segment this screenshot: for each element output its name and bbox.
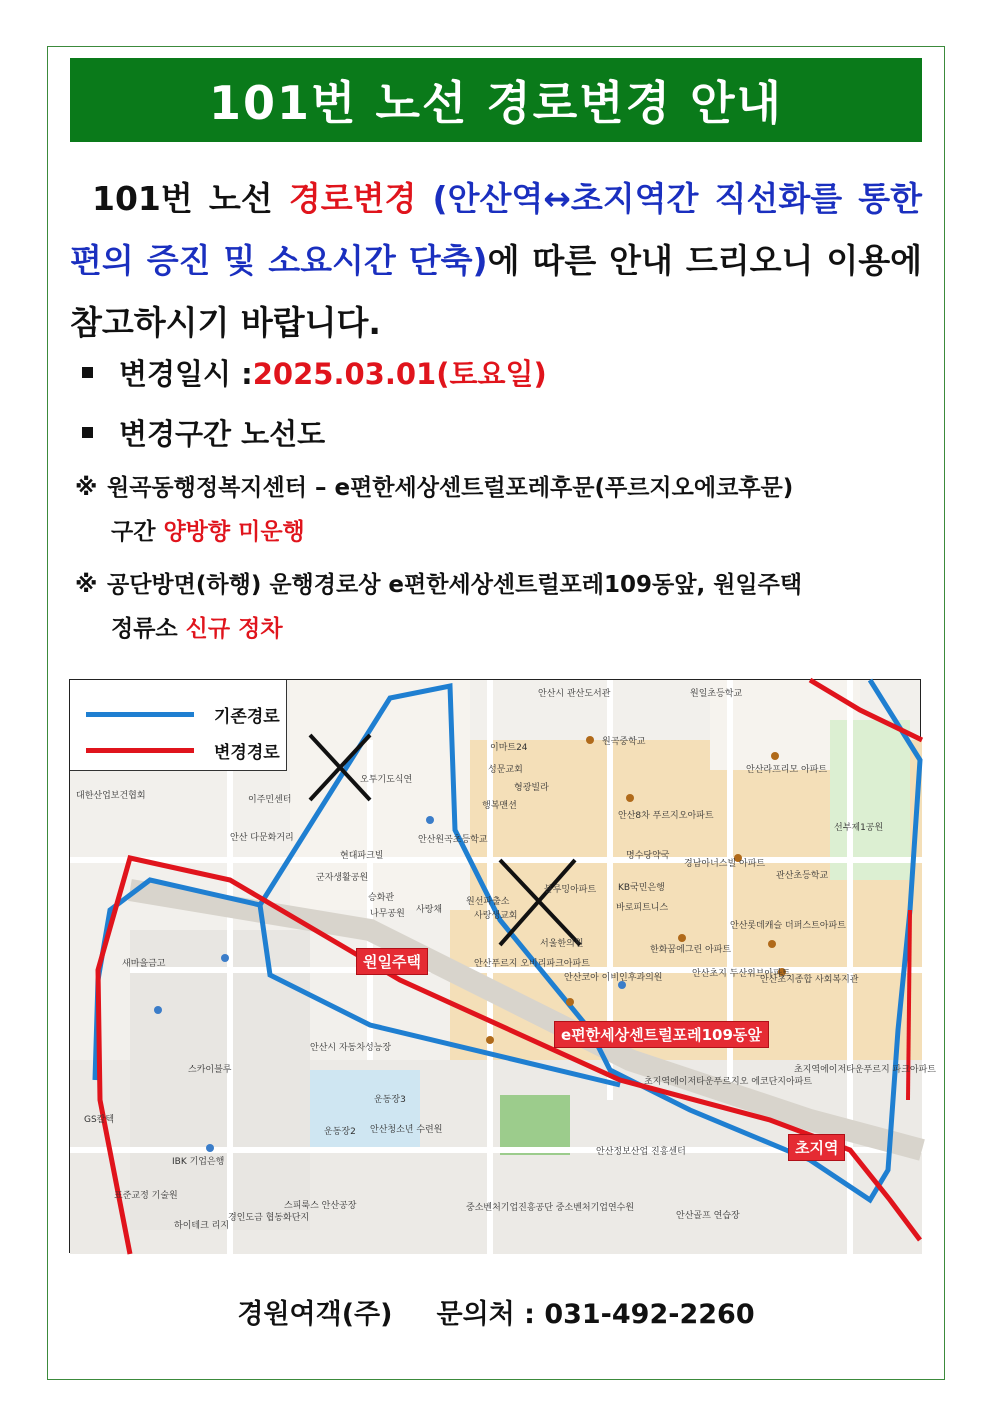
map-label: 원곡중학교: [602, 737, 646, 747]
map-label: 초지역에이저타운푸르지 파크아파트: [794, 1065, 936, 1075]
legend-existing-label: 기존경로: [214, 707, 280, 727]
date-label: 변경일시 :: [119, 357, 253, 391]
intro-highlight-red: 경로변경: [288, 179, 417, 218]
map-label: 군자생활공원: [316, 873, 369, 883]
map-label: 현대파크빌: [340, 851, 384, 861]
sports-field: [500, 1095, 570, 1155]
note-mark-icon: ※: [75, 475, 98, 501]
map-label: 형광빌라: [514, 783, 549, 793]
map-label: 초지역에이저타운푸르지오 에코단지아파트: [644, 1077, 813, 1087]
map-label: 안산원곡초등학교: [418, 835, 488, 845]
map-legend: [70, 680, 287, 771]
map-label: 한화꿈에그린 아파트: [650, 945, 732, 955]
map-label: 안산 다문화거리: [230, 833, 294, 843]
section-label: 변경구간 노선도: [119, 417, 326, 451]
bullet-square-icon: [82, 427, 93, 438]
intro-paragraph: [70, 168, 922, 354]
map-label: 원선파출소: [466, 897, 510, 907]
note2-line2-red: 신규 정차: [185, 616, 283, 642]
map-label: 안산롯데캐슬 더퍼스트아파트: [730, 921, 846, 931]
map-label: 새마을금고: [122, 959, 166, 969]
map-label: 안산8차 푸르지오아파트: [618, 811, 714, 821]
map-label: 안산라프리모 아파트: [746, 765, 828, 775]
intro-highlight-blue: (안산역↔초지역간 직선화를 통한 편의 증진 및 소요시간 단축): [70, 179, 922, 280]
intro-part2: 에 따른 안내 드리오니 이용에 참고하시기 바랍니다.: [70, 241, 922, 342]
date-value: 2025.03.01(토요일): [252, 357, 547, 391]
map-label: 블루밍아파트: [544, 885, 597, 895]
note1-line2-prefix: 구간: [111, 519, 164, 545]
map-label: IBK 기업은행: [172, 1157, 225, 1167]
legend-changed-label: 변경경로: [214, 743, 280, 763]
block-area: [130, 930, 310, 1230]
map-label: 안산코아 이비인후과의원: [564, 973, 663, 983]
legend-existing-line: [86, 712, 194, 717]
map-label: 나무공원: [370, 909, 405, 919]
note2-line2-prefix: 정류소: [111, 616, 186, 642]
bullet-date: [78, 352, 547, 393]
bullet-section: [78, 412, 325, 453]
stop-tag-choji: 초지역: [788, 1134, 845, 1161]
note-2: [75, 563, 915, 651]
park-area: [310, 1070, 420, 1150]
note-1: [75, 466, 915, 554]
legend-changed: [86, 738, 280, 763]
title-banner: [70, 58, 922, 142]
map-label: 대한산업보건협회: [76, 791, 146, 801]
map-label: 안산시 자동차성능장: [310, 1043, 392, 1053]
map-label: 스카이블루: [188, 1065, 232, 1075]
map-label: 경남아너스빌 아파트: [684, 859, 766, 869]
stop-tag-109: e편한세상센트럴포레109동앞: [554, 1021, 769, 1048]
map-label: 승화관: [368, 893, 395, 903]
map-label: 명수당약국: [626, 851, 670, 861]
note1-line2-red: 양방향 미운행: [163, 519, 305, 545]
map-label: 선부제1공원: [834, 823, 884, 833]
bullet-square-icon: [82, 367, 93, 378]
map-label: 운동장3: [374, 1095, 406, 1105]
note2-line1: 공단방면(하행) 운행경로상 e편한세상센트럴포레109동앞, 원일주택: [107, 572, 803, 598]
map-label: 바로피트니스: [616, 903, 669, 913]
page-title: 101번 노선 경로변경 안내: [209, 76, 783, 130]
map-label: 안산정보산업 진흥센터: [596, 1147, 686, 1157]
map-label: GS칼텍: [84, 1115, 115, 1125]
map-label: 오투기도식연: [360, 775, 413, 785]
map-label: 관산초등학교: [776, 871, 829, 881]
map-label: 사랑생교회: [474, 911, 518, 921]
map-label: 하이테크 리지: [174, 1221, 230, 1231]
map-label: 성문교회: [488, 765, 523, 775]
map-label: 원일초등학교: [690, 689, 743, 699]
map-label: 서울한의원: [540, 939, 584, 949]
map-label: 경인도금 협동화단지: [228, 1213, 310, 1223]
map-label: 운동장2: [324, 1127, 356, 1137]
legend-changed-line: [86, 748, 194, 753]
map-label: 안산청소년 수련원: [370, 1125, 443, 1135]
footer: [0, 1292, 992, 1331]
map-label: 안산초지종합 사회복지관: [760, 975, 859, 985]
map-label: 안산골프 연습장: [676, 1211, 740, 1221]
map-label: 중소벤처기업진흥공단 중소벤처기업연수원: [466, 1203, 635, 1213]
route-map: [69, 679, 936, 1253]
note-mark-icon: ※: [75, 572, 98, 598]
map-label: 사랑채: [416, 905, 443, 915]
map-label: 안산초지 두산위브아파트: [692, 969, 791, 979]
map-label: 표준교정 기술원: [114, 1191, 178, 1201]
map-label: 스피룩스 안산공장: [284, 1201, 357, 1211]
legend-existing: [86, 702, 280, 727]
map-label: 이주민센터: [248, 795, 292, 805]
map-label: 이마트24: [490, 743, 528, 753]
note1-line1: 원곡동행정복지센터 – e편한세상센트럴포레후문(푸르지오에코후문): [107, 475, 794, 501]
map-label: 안산시 관산도서관: [538, 689, 611, 699]
contact-info: 문의처 : 031-492-2260: [436, 1299, 755, 1330]
stop-tag-wonil: 원일주택: [356, 948, 428, 975]
map-label: 행복맨션: [482, 801, 517, 811]
intro-part1: 101번 노선: [92, 179, 289, 218]
company-name: 경원여객(주): [237, 1299, 393, 1330]
map-label: KB국민은행: [618, 883, 665, 893]
green-area: [830, 720, 910, 880]
map-label: 안산푸르지 오비리파크아파트: [474, 959, 590, 969]
